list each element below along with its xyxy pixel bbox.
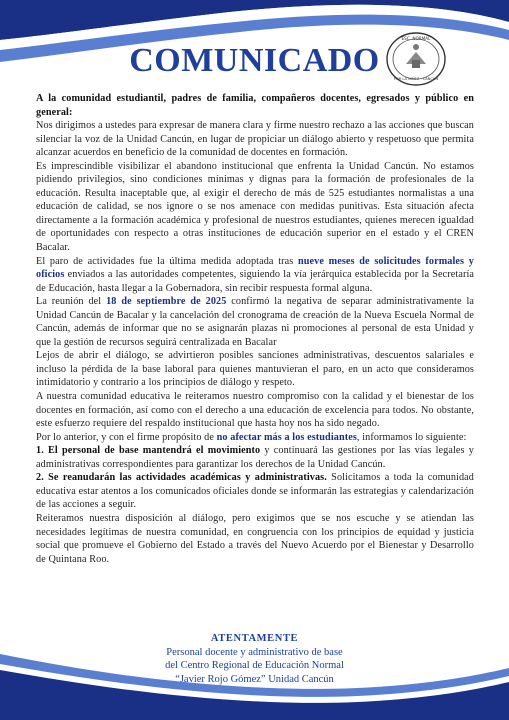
svg-text:ESC. NORMAL: ESC. NORMAL xyxy=(401,36,431,41)
school-seal-logo xyxy=(384,30,448,88)
page-title: COMUNICADO xyxy=(129,42,380,79)
signature-line-1: Personal docente y administrativo de base xyxy=(166,646,343,658)
highlight-students: no afectar más a los estudiantes xyxy=(216,431,357,443)
closing-word: ATENTAMENTE xyxy=(210,633,299,644)
point-2: 2. Se reanudarán las actividades académicas y administrativas. Solicitamos a toda la comunidad educativa estar atentos a los comunicados oficiales donde se informarán las estrategias y calendarización de las acciones a seguir. xyxy=(36,472,474,511)
paragraph-6: A nuestra comunidad educativa le reiteramos nuestro compromiso con la calidad y el bienestar de los docentes en formación, así como con el derecho a una educación de excelencia para todos. No obstante, este esfuerzo requiere del respaldo institucional que hasta hoy nos ha sido negado. xyxy=(36,391,474,430)
highlight-nine-months: nueve meses de solicitudes formales y oficios xyxy=(36,255,474,281)
svg-text:POR LA NIÑEZ · CANCÚN: POR LA NIÑEZ · CANCÚN xyxy=(393,77,439,81)
greeting: A la comunidad estudiantil, padres de familia, compañeros docentes, egresados y público en general: xyxy=(36,93,474,118)
letter-body xyxy=(36,92,474,566)
paragraph-1: Nos dirigimos a ustedes para expresar de manera clara y firme nuestro rechazo a las acciones que buscan silenciar la voz de la Unidad Cancún, en lugar de propiciar un diálogo abierto y respetuoso que permita alcanzar acuerdos en beneficio de la comunidad de docentes en formación. xyxy=(36,120,474,159)
paragraph-closing: Reiteramos nuestra disposición al diálogo, pero exigimos que se nos escuche y se atiendan las necesidades legítimas de nuestra comunidad, en congruencia con los principios de equidad y justicia social que promueve el Gobierno del Estado a través del Nuevo Acuerdo por el Bienestar y Desarrollo de Quintana Roo. xyxy=(36,512,474,565)
paragraph-2: Es imprescindible visibilizar el abandono institucional que enfrenta la Unidad Cancún. No estamos pidiendo privilegios, sino condiciones mínimas y dignas para la formación de profesionales de la educación. Resulta inaceptable que, al exigir el derecho de más de 525 estudiantes normalistas a una educación de calidad, se nos ignore o se nos amenace con medidas punitivas. Esta situación afecta directamente a la formación académica y profesional de nuestros estudiantes, quienes merecen igualdad de oportunidades con respecto a otras instituciones de educación superior en el estado y el CREN Bacalar. xyxy=(36,160,474,254)
point-1: 1. El personal de base mantendrá el movimiento y continuará las gestiones por las vías legales y administrativas correspondientes para garantizar los derechos de la Unidad Cancún. xyxy=(36,445,474,470)
signature-line-2: del Centro Regional de Educación Normal xyxy=(165,660,344,672)
signature-line-3: “Javier Rojo Gómez” Unidad Cancún xyxy=(175,673,334,685)
paragraph-7: Por lo anterior, y con el firme propósito de no afectar más a los estudiantes, informamos lo siguiente: xyxy=(36,431,467,443)
highlight-meeting-date: 18 de septiembre de 2025 xyxy=(106,296,227,308)
paragraph-5: Lejos de abrir el diálogo, se advirtieron posibles sanciones administrativas, descuentos salariales e incluso la pérdida de la base laboral para quienes mantuvieran el paro, en un acto que consideramos intimidatorio y contrario a los principios de diálogo y respeto. xyxy=(36,350,474,389)
paragraph-3: El paro de actividades fue la última medida adoptada tras nueve meses de solicitudes formales y oficios enviados a las autoridades competentes, siguiendo la vía jerárquica establecida por la Secretaría de Educación, hasta llegar a la Gobernadora, sin recibir respuesta formal alguna. xyxy=(36,255,474,294)
bottom-wave-decoration xyxy=(0,640,509,720)
paragraph-4: La reunión del 18 de septiembre de 2025 confirmó la negativa de separar administrativamente la Unidad Cancún de Bacalar y la cancelación del cronograma de creación de la Nueva Escuela Normal de Cancún, además de informar que no se asignarán plazas ni promociones al personal de esta Unidad y que la gestión de recursos seguirá centralizada en Bacalar xyxy=(36,296,475,348)
